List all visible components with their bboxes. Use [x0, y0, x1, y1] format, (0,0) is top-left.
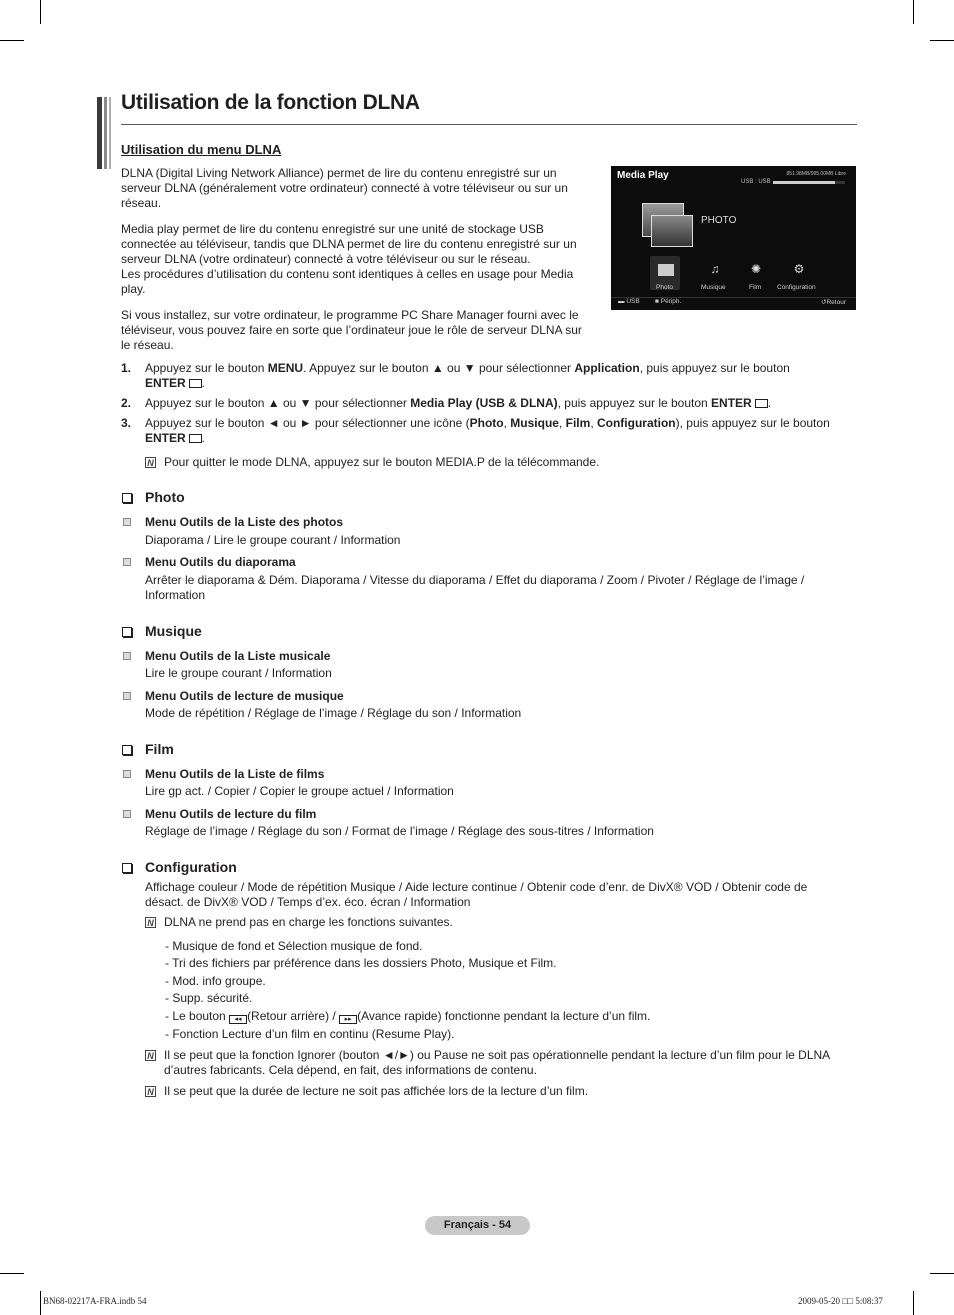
film-icon[interactable]: ✺: [750, 262, 762, 276]
section-subtitle: Utilisation du menu DLNA: [121, 142, 282, 157]
musique-sub2-text: Mode de répétition / Réglage de l’image / Réglage du son / Information: [145, 706, 522, 720]
photo-sub2-title: Menu Outils du diaporama: [145, 555, 296, 569]
step-number: 1.: [121, 361, 132, 375]
return-icon: ↺: [821, 299, 827, 306]
mp-storage-meter: [773, 181, 845, 184]
mp-storage: 851.98MB/995.00MB Libre: [786, 171, 846, 177]
configuration-note-3: Il se peut que la durée de lecture ne soit pas affichée lors de la lecture d’un film.: [164, 1084, 589, 1098]
step-3: Appuyez sur le bouton ◄ ou ► pour sélectionner une icône (Photo, Musique, Film, Configuration), puis appuyez sur le bouton ENTER .: [145, 416, 830, 445]
musique-sub2-title: Menu Outils de lecture de musique: [145, 689, 344, 703]
photo-sub1-title: Menu Outils de la Liste des photos: [145, 515, 344, 529]
section-configuration-title: Configuration: [145, 859, 237, 875]
configuration-note-2: Il se peut que la fonction Ignorer (bouton ◄/►) ou Pause ne soit pas opérationnelle pendant la lecture d’un film pour le DLNA d’autres fabricants. Cela dépend, en fait, des informations de contenu.: [164, 1048, 830, 1077]
rewind-key-icon: ◂◂: [229, 1015, 247, 1024]
step-number: 2.: [121, 396, 132, 410]
note-icon: N: [145, 1086, 156, 1097]
dash-item: - Fonction Lecture d’un film en continu (Resume Play).: [165, 1027, 455, 1041]
page-footer: Français - 54: [425, 1216, 530, 1235]
subsection-square-icon: [123, 770, 131, 778]
decor-bar: [104, 97, 107, 169]
mp-label-film: Film: [749, 284, 762, 291]
dash-item: - Musique de fond et Sélection musique de fond.: [165, 939, 423, 953]
section-checkbox-icon: [122, 493, 132, 503]
configuration-note-1: DLNA ne prend pas en charge les fonctions suivantes.: [164, 915, 453, 929]
musique-sub1-text: Lire le groupe courant / Information: [145, 666, 332, 680]
mp-device: USB : USB: [741, 179, 771, 185]
note-icon: N: [145, 1050, 156, 1061]
section-musique-title: Musique: [145, 623, 202, 639]
mp-label-configuration: Configuration: [777, 284, 816, 291]
gear-icon[interactable]: ⚙: [793, 262, 805, 276]
decor-bar: [109, 97, 111, 169]
section-checkbox-icon: [122, 863, 132, 873]
section-photo-title: Photo: [145, 489, 185, 505]
section-film-title: Film: [145, 741, 174, 757]
step-1: Appuyez sur le bouton MENU. Appuyez sur le bouton ▲ ou ▼ pour sélectionner Application, puis appuyez sur le bouton ENTER .: [145, 361, 790, 390]
camera-preview-icon: [651, 215, 693, 247]
section-checkbox-icon: [122, 745, 132, 755]
intro-paragraph-3: Si vous installez, sur votre ordinateur, le programme PC Share Manager fourni avec le téléviseur, vous pouvez faire en sorte que l’ordinateur joue le rôle de serveur DLNA sur le réseau.: [121, 308, 582, 352]
square-icon: ■: [655, 298, 661, 305]
subsection-square-icon: [123, 518, 131, 526]
dash-item: - Tri des fichiers par préférence dans les dossiers Photo, Musique et Film.: [165, 956, 557, 970]
mp-footer-divider: [611, 297, 856, 298]
dash-item: - Le bouton ◂◂ (Retour arrière) / ▸▸ (Avance rapide) fonctionne pendant la lecture d’un film.: [165, 1009, 651, 1023]
enter-icon: [189, 379, 202, 388]
usb-icon: ▬: [618, 298, 627, 305]
mp-footer-device: ■ Périph.: [655, 298, 682, 305]
fast-forward-key-icon: ▸▸: [339, 1015, 357, 1024]
step-note: Pour quitter le mode DLNA, appuyez sur le bouton MEDIA.P de la télécommande.: [164, 455, 600, 469]
mp-footer-usb: ▬ USB: [618, 298, 640, 305]
music-icon[interactable]: ♫: [710, 262, 720, 276]
dash-item: - Mod. info groupe.: [165, 974, 266, 988]
photo-sub1-text: Diaporama / Lire le groupe courant / Information: [145, 533, 401, 547]
decor-bar: [97, 97, 102, 169]
mp-title: Media Play: [617, 170, 669, 181]
note-icon: N: [145, 457, 156, 468]
title-rule: [121, 124, 857, 125]
subsection-square-icon: [123, 652, 131, 660]
mp-storage-meter-fill: [773, 181, 835, 184]
note-icon: N: [145, 917, 156, 928]
section-checkbox-icon: [122, 627, 132, 637]
configuration-text: Affichage couleur / Mode de répétition Musique / Aide lecture continue / Obtenir code d’enr. de DivX® VOD / Obtenir code de désact. de DivX® VOD / Temps d’ex. éco. écran / Information: [145, 880, 808, 909]
subsection-square-icon: [123, 692, 131, 700]
musique-sub1-title: Menu Outils de la Liste musicale: [145, 649, 331, 663]
media-play-screenshot: [611, 166, 856, 310]
photo-icon[interactable]: [658, 264, 674, 276]
enter-icon: [189, 434, 202, 443]
film-sub1-title: Menu Outils de la Liste de films: [145, 767, 325, 781]
dash-item: - Supp. sécurité.: [165, 991, 253, 1005]
subsection-square-icon: [123, 810, 131, 818]
photo-sub2-text: Arrêter le diaporama & Dém. Diaporama / Vitesse du diaporama / Effet du diaporama / Zoom / Pivoter / Réglage de l’image / Information: [145, 573, 805, 602]
intro-paragraph-2: Media play permet de lire du contenu enregistré sur une unité de stockage USB connectée au téléviseur, tandis que DLNA permet de lire du contenu enregistré sur un serveur DLNA (votre ordinateur) connecté à votre téléviseur ou sur le réseau. Les procédures d’utilisation du contenu sont identiques à celles en usage pour Media play.: [121, 222, 577, 296]
page-title: Utilisation de la fonction DLNA: [121, 91, 420, 114]
mp-footer-return: ↺Retour: [821, 299, 846, 306]
mp-selected-label: PHOTO: [701, 215, 737, 226]
film-sub1-text: Lire gp act. / Copier / Copier le groupe actuel / Information: [145, 784, 454, 798]
print-info-left: BN68-02217A-FRA.indb 54: [43, 1296, 147, 1306]
print-info-right: 2009-05-20 □□ 5:08:37: [798, 1296, 883, 1306]
film-sub2-title: Menu Outils de lecture du film: [145, 807, 317, 821]
step-number: 3.: [121, 416, 132, 430]
mp-label-musique: Musique: [701, 284, 726, 291]
enter-icon: [755, 399, 768, 408]
mp-label-photo: Photo: [656, 284, 673, 291]
film-sub2-text: Réglage de l’image / Réglage du son / Format de l’image / Réglage des sous-titres / Information: [145, 824, 654, 838]
intro-paragraph-1: DLNA (Digital Living Network Alliance) permet de lire du contenu enregistré sur un serveur DLNA (généralement votre ordinateur) connecté à votre téléviseur ou sur un réseau.: [121, 166, 568, 210]
subsection-square-icon: [123, 558, 131, 566]
step-2: Appuyez sur le bouton ▲ ou ▼ pour sélectionner Media Play (USB & DLNA), puis appuyez sur le bouton ENTER .: [145, 396, 772, 410]
